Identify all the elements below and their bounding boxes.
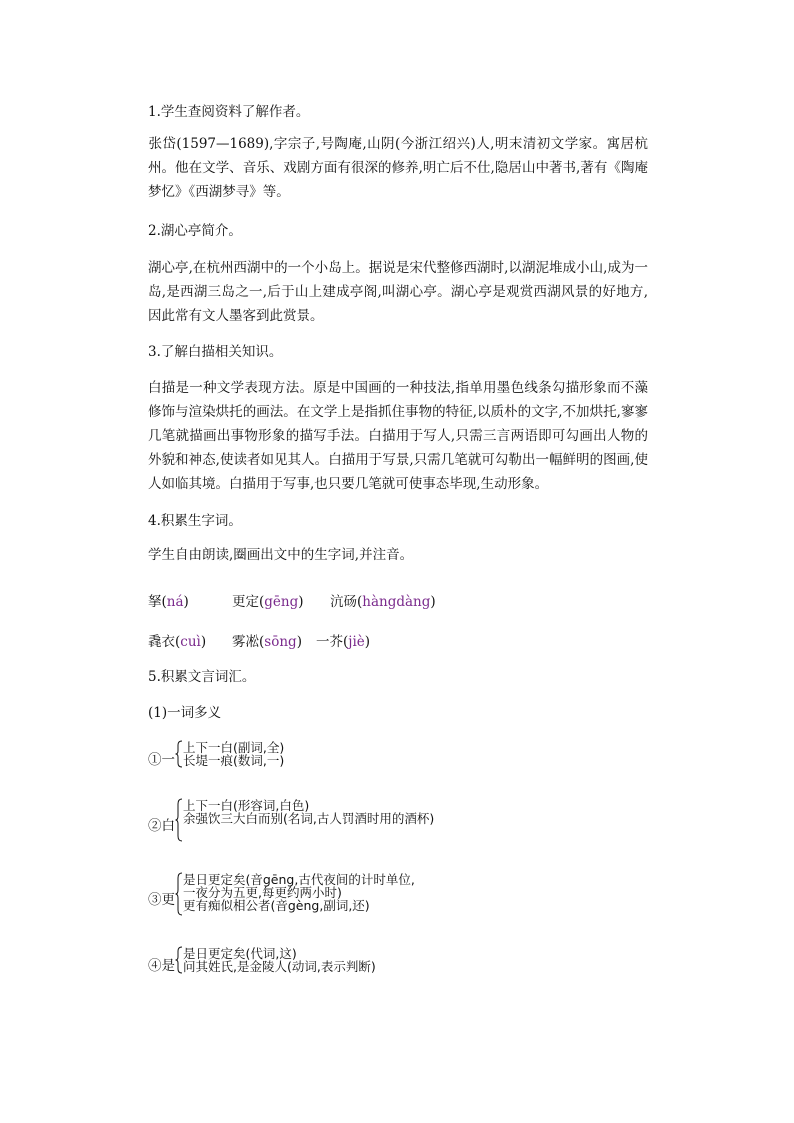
vocab-word: 雾凇 bbox=[232, 634, 259, 650]
section-2-heading: 2.湖心亭简介。 bbox=[148, 223, 242, 239]
polysemy-lines bbox=[183, 799, 443, 838]
brace-icon bbox=[175, 798, 183, 842]
vocab-pinyin: sōng bbox=[264, 634, 297, 650]
section-5-heading: 5.积累文言词汇。 bbox=[148, 669, 256, 685]
vocab-item: 一芥(jiè) bbox=[316, 634, 371, 650]
vocab-pinyin: ná bbox=[166, 594, 184, 610]
vocab-item: 雾凇(sōng) bbox=[232, 634, 302, 650]
polysemy-line: 上下一白(副词,全) bbox=[183, 740, 285, 755]
section-1-paragraph bbox=[148, 132, 648, 204]
vocab-item: 沆砀(hàngdàng) bbox=[330, 594, 436, 610]
polysemy-line: 上下一白(形容词,白色) bbox=[183, 798, 310, 813]
brace-icon bbox=[175, 740, 183, 768]
section-2-paragraph bbox=[148, 256, 648, 328]
vocab-word: 毳衣 bbox=[148, 634, 175, 650]
polysemy-line: 是日更定矣(音gēng,古代夜间的计时单位, bbox=[183, 872, 415, 887]
vocab-word: 一芥 bbox=[316, 634, 343, 650]
section-5-sub: (1)一词多义 bbox=[148, 705, 222, 721]
section-3-paragraph bbox=[148, 376, 648, 496]
vocab-word: 沆砀 bbox=[330, 594, 357, 610]
vocab-word: 拏 bbox=[148, 594, 162, 610]
section-3-text: 白描是一种文学表现方法。原是中国画的一种技法,指单用墨色线条勾描形象而不藻修饰与渲染烘托的画法。在文学上是指抓住事物的特征,以质朴的文字,不加烘托,寥寥几笔就描画出事物形象的描写手法。白描用于写人,只需三言两语即可勾画出人物的外貌和神态,使读者如见其人。白描用于写景,只需几笔就可勾勒出一幅鲜明的图画,使人如临其境。白描用于写事,也只要几笔就可使事态毕现,生动形象。 bbox=[148, 380, 648, 492]
section-2-text: 湖心亭,在杭州西湖中的一个小岛上。据说是宋代整修西湖时,以湖泥堆成小山,成为一岛,是西湖三岛之一,后于山上建成亭阁,叫湖心亭。湖心亭是观赏西湖风景的好地方,因此常有文人墨客到此赏景。 bbox=[148, 260, 648, 324]
vocab-item: 更定(gēng) bbox=[232, 594, 304, 610]
polysemy-line: 是日更定矣(代词,这) bbox=[183, 946, 297, 961]
polysemy-lines bbox=[183, 947, 376, 973]
brace-icon bbox=[175, 872, 183, 916]
vocab-item: 拏(ná) bbox=[148, 594, 189, 610]
polysemy-line: 更有痴似相公者(音gèng,副词,还) bbox=[183, 898, 370, 913]
vocab-word: 更定 bbox=[232, 594, 259, 610]
polysemy-lines bbox=[183, 873, 415, 912]
section-4-intro: 学生自由朗读,圈画出文中的生字词,并注音。 bbox=[148, 547, 414, 563]
vocab-pinyin: jiè bbox=[348, 634, 365, 650]
polysemy-label: ④是 bbox=[148, 958, 175, 974]
vocab-pinyin: hàngdàng bbox=[362, 594, 431, 610]
polysemy-lines bbox=[183, 741, 284, 767]
vocab-pinyin: cuì bbox=[180, 634, 201, 650]
polysemy-line: 余强饮三大白而别(名词,古人罚酒时用的酒杯) bbox=[183, 811, 435, 826]
section-1-heading: 1.学生查阅资料了解作者。 bbox=[148, 104, 310, 120]
polysemy-line: 一夜分为五更,每更约两小时) bbox=[183, 885, 342, 900]
polysemy-line: 问其姓氏,是金陵人(动词,表示判断) bbox=[183, 959, 376, 974]
vocab-item: 毳衣(cuì) bbox=[148, 634, 207, 650]
polysemy-line: 长堤一痕(数词,一) bbox=[183, 753, 285, 768]
polysemy-label: ②白 bbox=[148, 818, 175, 834]
section-4-heading: 4.积累生字词。 bbox=[148, 513, 242, 529]
brace-icon bbox=[175, 946, 183, 974]
section-3-heading: 3.了解白描相关知识。 bbox=[148, 344, 283, 360]
vocab-pinyin: gēng bbox=[264, 594, 299, 610]
polysemy-label: ③更 bbox=[148, 892, 175, 908]
section-1-text: 张岱(1597—1689),字宗子,号陶庵,山阴(今浙江绍兴)人,明末清初文学家。寓居杭州。他在文学、音乐、戏剧方面有很深的修养,明亡后不仕,隐居山中著书,著有《陶庵梦忆》《西湖梦寻》等。 bbox=[148, 136, 648, 200]
polysemy-label: ①一 bbox=[148, 752, 175, 768]
